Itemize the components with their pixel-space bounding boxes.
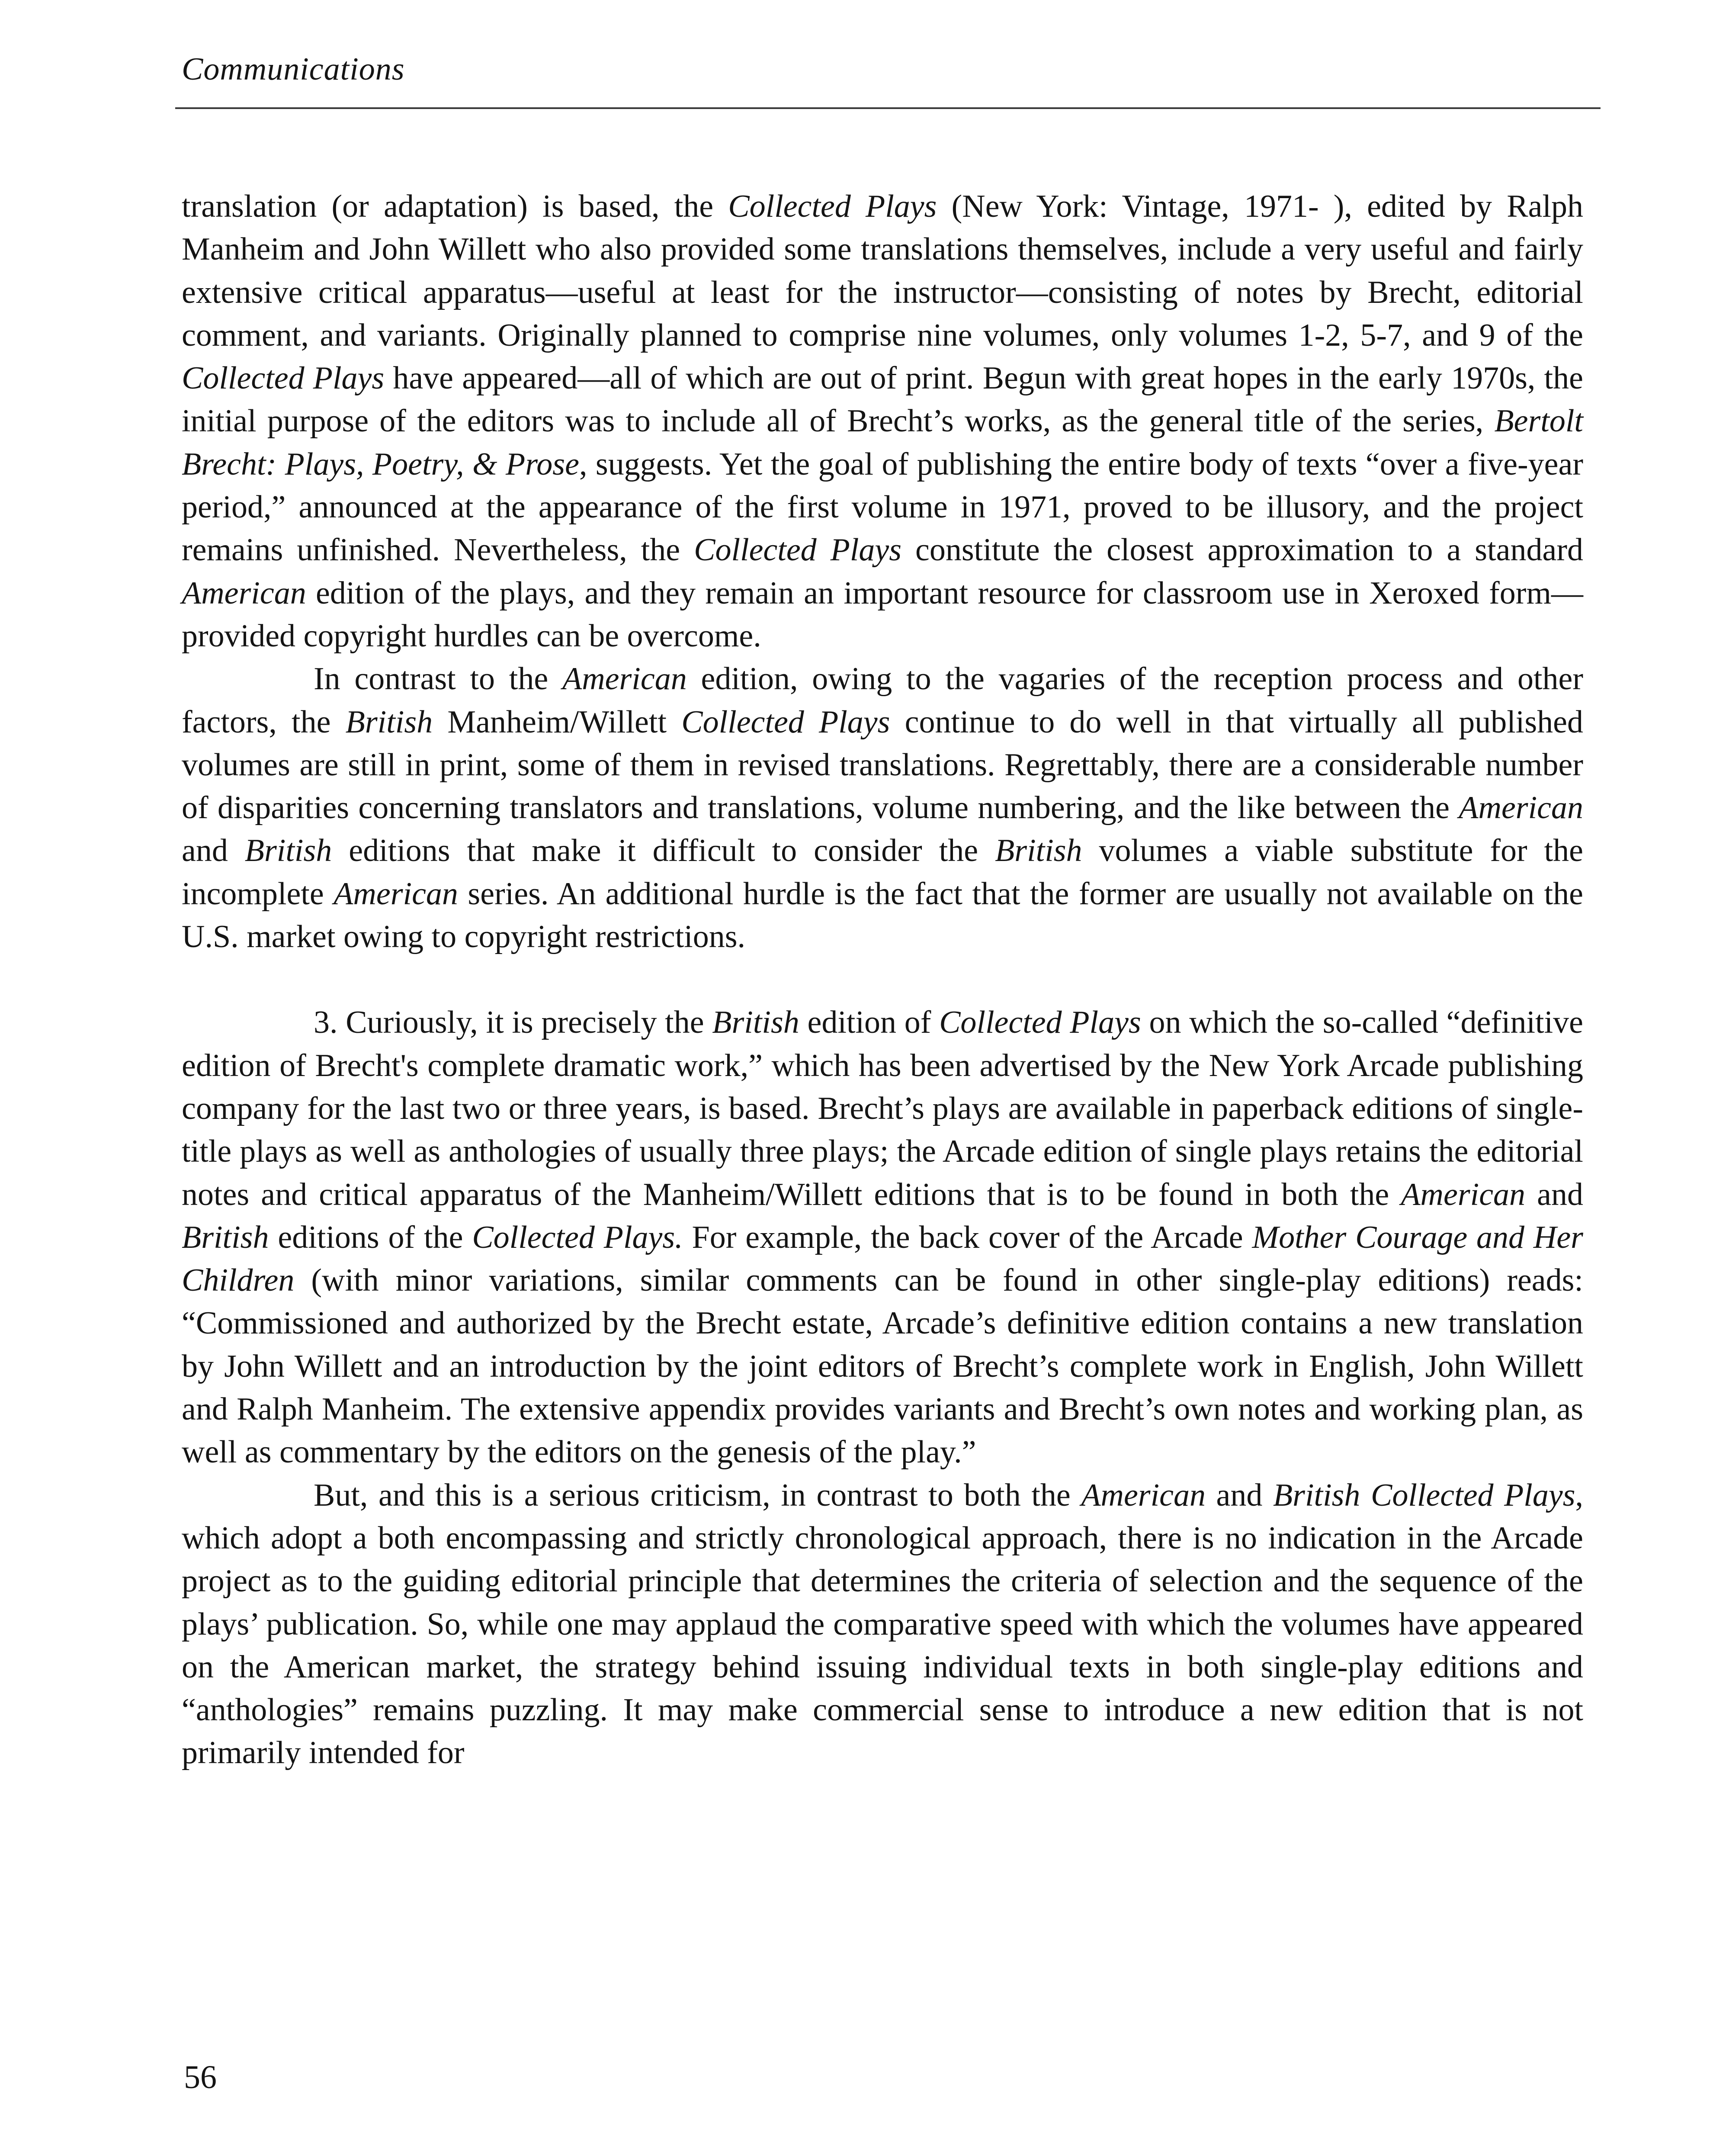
italic-run: American xyxy=(562,661,687,697)
italic-run: Collected Plays. xyxy=(472,1219,683,1255)
italic-run: British xyxy=(995,833,1082,869)
italic-run: British xyxy=(182,1219,269,1255)
text-run: on which the so-called “definitive edition of Brecht's complete dramatic work,” which has been advertised by the New York Arcade publishing company for the last two or three years, is based. Brecht’s plays are available in paperback editions of single-title plays as well as anthologies of usually three plays; the Arcade edition of single plays retains the editorial notes and critical apparatus of the Manheim/Willett editions that is to be found in both the xyxy=(182,1005,1584,1212)
italic-run: British xyxy=(712,1005,799,1041)
italic-run: American xyxy=(1401,1176,1526,1212)
italic-run: British xyxy=(244,833,332,869)
text-run: edition of the plays, and they remain an important resource for classroom use in Xeroxed form—provided copyright hurdles can be overcome. xyxy=(182,575,1583,654)
paragraph xyxy=(182,185,1583,658)
text-run: have appeared—all of which are out of print. Begun with great hopes in the early 1970s, the initial purpose of the editors was to include all of Brecht’s works, as the general title of the series, xyxy=(182,360,1583,439)
text-run: (with minor variations, similar comments can be found in other single-play editions) reads: “Commissioned and authorized by the Brecht estate, Arcade’s definitive edition contains a new translation by John Willett and an introduction by the joint editors of Brecht’s complete work in English, John Willett and Ralph Manheim. The extensive appendix provides variants and Brecht’s own notes and working plan, as well as commentary by the editors on the genesis of the play.” xyxy=(182,1263,1583,1470)
italic-run: Collected Plays xyxy=(939,1005,1141,1041)
paragraph xyxy=(182,1001,1583,1474)
text-run: In contrast to the xyxy=(314,661,562,697)
paragraph xyxy=(182,1474,1583,1775)
text-run: , suggests. Yet the goal of publishing the entire body of texts “over a five-year period,” announced at the appearance of the first volume in 1971, proved to be illusory, and the project remains unfinished. Nevertheless, the xyxy=(182,446,1584,568)
italic-run: Bertolt Brecht: Plays, Poetry, & Prose xyxy=(182,403,1583,482)
text-run: edition of xyxy=(799,1005,940,1041)
italic-run: British Collected Plays xyxy=(1273,1477,1575,1513)
text-run: translation (or adaptation) is based, the xyxy=(182,189,728,224)
text-run: editions of the xyxy=(269,1219,472,1255)
text-run: Manheim/Willett xyxy=(433,704,682,740)
text-run: edition, owing to the vagaries of the reception process and other factors, the xyxy=(182,661,1584,740)
text-run: continue to do well in that virtually all published volumes are still in print, some of them in revised translations. Regrettably, there are a considerable number of disparities concerning translators and translations, volume numbering, and the like between the xyxy=(182,704,1583,826)
italic-run: Collected Plays xyxy=(182,360,385,396)
italic-run: Collected Plays xyxy=(728,189,937,224)
italic-run: British xyxy=(345,704,433,740)
italic-run: American xyxy=(334,876,458,912)
italic-run: American xyxy=(1459,790,1583,826)
body-text xyxy=(182,185,1583,1775)
italic-run: Collected Plays xyxy=(681,704,890,740)
running-head: Communications xyxy=(182,51,405,87)
text-run: and xyxy=(182,833,245,869)
text-run: constitute the closest approximation to a standard xyxy=(901,532,1583,568)
text-run: and xyxy=(1206,1477,1273,1513)
paragraph xyxy=(182,658,1583,958)
italic-run: American xyxy=(1081,1477,1206,1513)
italic-run: Mother Courage and Her Children xyxy=(182,1219,1583,1298)
page-number: 56 xyxy=(184,2059,217,2095)
text-run: 3. Curiously, it is precisely the xyxy=(314,1005,712,1041)
text-run: For example, the back cover of the Arcade xyxy=(683,1219,1252,1255)
text-run: volumes a viable substitute for the incomplete xyxy=(182,833,1583,912)
italic-run: American xyxy=(182,575,306,611)
text-run: and xyxy=(1525,1176,1583,1212)
text-run: But, and this is a serious criticism, in contrast to both the xyxy=(314,1477,1081,1513)
header-rule xyxy=(175,107,1601,109)
text-run: (New York: Vintage, 1971- ), edited by Ralph Manheim and John Willett who also provided some translations themselves, include a very useful and fairly extensive critical apparatus—useful at least for the instructor—consisting of notes by Brecht, editorial comment, and variants. Originally planned to comprise nine volumes, only volumes 1-2, 5-7, and 9 of the xyxy=(182,189,1584,353)
text-run: editions that make it difficult to consider the xyxy=(332,833,995,869)
text-run: series. An additional hurdle is the fact that the former are usually not available on the U.S. market owing to copyright restrictions. xyxy=(182,876,1583,955)
text-run: , which adopt a both encompassing and strictly chronological approach, there is no indication in the Arcade project as to the guiding editorial principle that determines the criteria of selection and the sequence of the plays’ publication. So, while one may applaud the comparative speed with which the volumes have appeared on the American market, the strategy behind issuing individual texts in both single-play editions and “anthologies” remains puzzling. It may make commercial sense to introduce a new edition that is not primarily intended for xyxy=(182,1477,1583,1771)
italic-run: Collected Plays xyxy=(694,532,902,568)
